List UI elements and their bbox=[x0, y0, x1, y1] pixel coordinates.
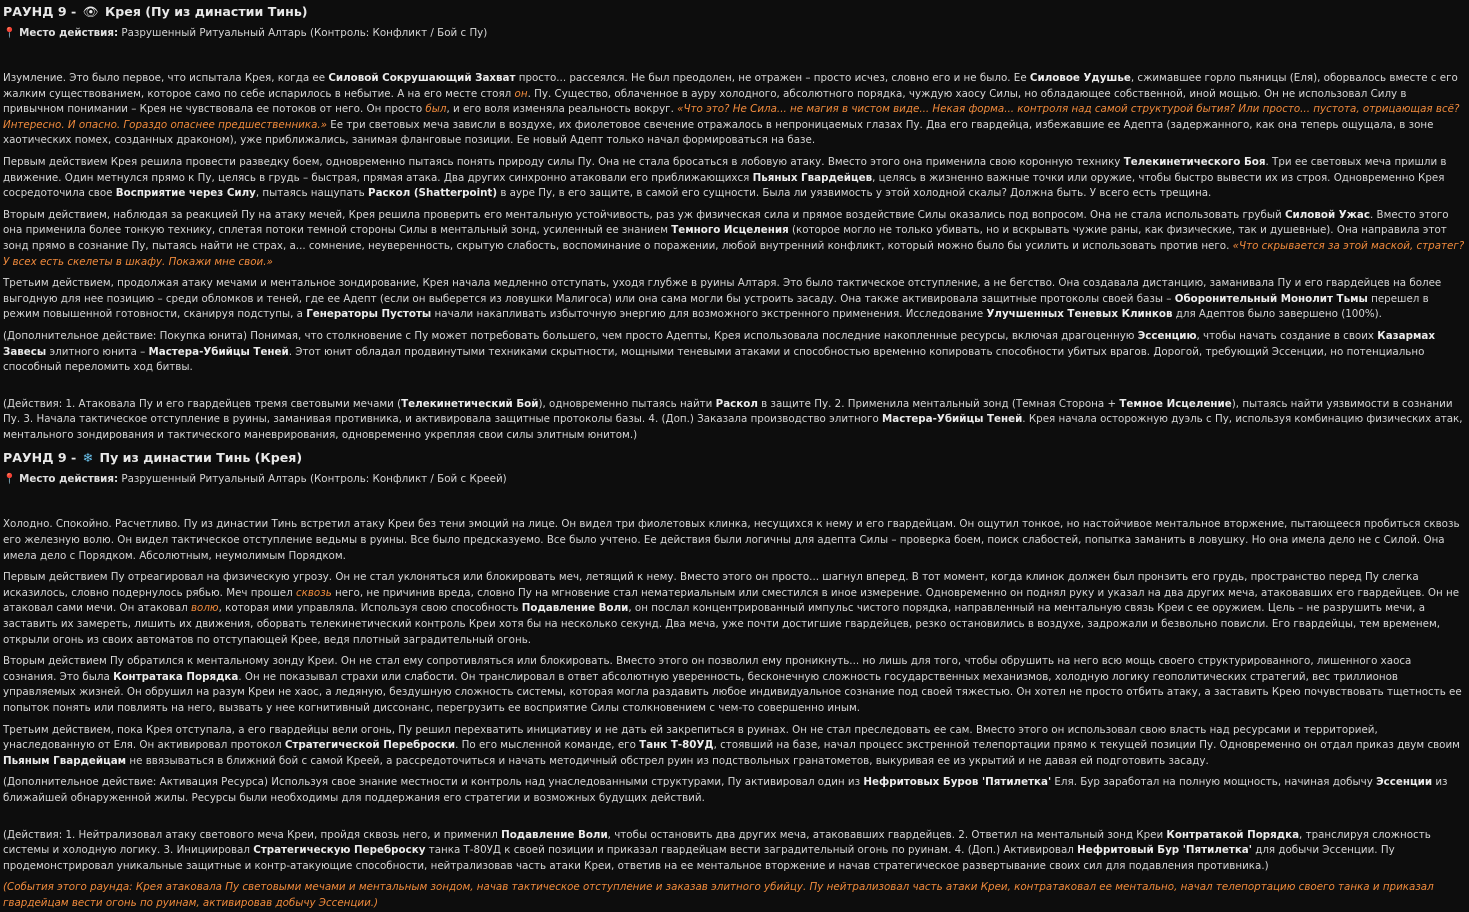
round-label: РАУНД 9 - bbox=[3, 450, 77, 466]
location-value: Разрушенный Ритуальный Алтарь (Контроль: Конфликт / Бой с Пу) bbox=[121, 27, 488, 39]
location-line bbox=[3, 471, 1465, 487]
pin-icon: 📍 bbox=[3, 473, 16, 486]
location-value: Разрушенный Ритуальный Алтарь (Контроль: Конфликт / Бой с Креей) bbox=[121, 473, 507, 486]
location-label: Место действия: bbox=[19, 473, 119, 486]
round-heading bbox=[3, 449, 1465, 467]
round-heading bbox=[3, 3, 1465, 21]
paragraph: Вторым действием, наблюдая за реакцией Пу на атаку мечей, Крея решила проверить его ментальную устойчивость, раз уж физическая сила и прямое воздействие Силы оказались под вопросом. Она не стала использовать грубый Силовой Ужас. Вместо этого она применила более тонкую технику, сплетая потоки темной стороны Силы в ментальный зонд, усиленный ее знанием Темного Исцеления (которое могло не только убивать, но и вскрывать чужие раны, как физические, так и душевные). Она направила этот зонд прямо в сознание Пу, пытаясь найти не страх, а... сомнение, неуверенность, скрытую слабость, воспоминание о поражении, любой внутренний конфликт, который можно было бы усилить и использовать против него. «Что скрывается за этой маской, стратег? У всех есть скелеты в шкафу. Покажи мне свои.» bbox=[3, 208, 1465, 268]
eye-icon: 👁 bbox=[82, 4, 99, 19]
paragraph: Третьим действием, продолжая атаку мечами и ментальное зондирование, Крея начала медленно отступать, уходя глубже в руины Алтаря. Это было тактическое отступление, а не бегство. Она создавала дистанцию, заманивала Пу и его гвардейцев на более выгодную для нее позицию – среди обломков и теней, где ее Адепт (если он выберется из ловушки Малигоса) или она сама могли бы устроить засаду. Она также активировала защитные протоколы своей базы – Оборонительный Монолит Тьмы перешел в режим повышенной готовности, сканируя подступы, а Генераторы Пустоты начали накапливать избыточную энергию для возможного экстренного применения. Исследование Улучшенных Теневых Клинков для Адептов было завершено (100%). bbox=[3, 277, 1442, 321]
paragraph: Первым действием Пу отреагировал на физическую угрозу. Он не стал уклоняться или блокировать меч, летящий к нему. Вместо этого он просто... шагнул вперед. В тот момент, когда клинок должен был пронзить его грудь, пространство перед Пу слегка исказилось, словно подернулось рябью. Меч прошел сквозь него, не причинив вреда, словно Пу на мгновение стал нематериальным или сместился в иное измерение. Одновременно он поднял руку и указал на два других меча, атаковавших его гвардейцев. Он не атаковал сами мечи. Он атаковал волю, которая ими управляла. Используя свою способность Подавление Воли, он послал концентрированный импульс чистого порядка, направленный на ментальную связь Креи с ее оружием. Цель – не разрушить мечи, а заставить их замереть, лишить их движения, оборвать телекинетический контроль Креи хотя бы на несколько секунд. Два меча, уже почти достигшие гвардейцев, резко остановились в воздухе, задрожали и безвольно повисли. Его гвардейцы, тем временем, открыли огонь из своих автоматов по отступающей Крее, ведя плотный заградительный огонь. bbox=[3, 571, 1460, 646]
paragraph: (Дополнительное действие: Активация Ресурса) Используя свое знание местности и контроль над унаследованными структурами, Пу активировал один из Нефритовых Буров 'Пятилетка' Еля. Бур заработал на полную мощность, начиная добычу Эссенции из ближайшей обнаруженной жилы. Ресурсы были необходимы для поддержания его стратегии и возможных будущих действий. bbox=[3, 776, 1448, 804]
round-label: РАУНД 9 - bbox=[3, 4, 77, 19]
snowflake-icon: ❄ bbox=[82, 450, 94, 466]
round-events-summary: (События этого раунда: Крея атаковала Пу световыми мечами и ментальным зондом, начав тактическое отступление и заказав элитного убийцу. Пу нейтрализовал часть атаки Креи, контратаковал ее ментально, начал телепортацию своего танка и приказал гвардейцам вести огонь по руинам, активировав добычу Эссенции.) bbox=[3, 881, 1434, 909]
paragraph: Изумление. Это было первое, что испытала Крея, когда ее Силовой Сокрушающий Захват просто... рассеялся. Не был преодолен, не отражен – просто исчез, словно его и не было. Ее Силовое Удушье, сжимавшее горло пьяницы (Еля), оборвалось вместе с его жалким существованием, которое само по себе испарилось в небытие. А на его месте стоял он. Пу. Существо, облаченное в ауру холодного, абсолютного порядка, чуждую хаосу Силы, но обладающее собственной, иной мощью. Он не использовал Силу в привычном понимании – Крея не чувствовала ее потоков от него. Он просто был, и его воля изменяла реальность вокруг. «Что это? Не Сила... не магия в чистом виде... Некая форма... контроля над самой структурой бытия? Или просто... пустота, отрицающая всё? Интересно. И опасно. Гораздо опаснее предшественника.» Ее три световых меча зависли в воздухе, их фиолетовое свечение отражалось в непроницаемых глазах Пу. Два его гвардейца, избежавшие ее Адепта (задержанного, как она теперь ощущала, в зоне хаотических помех, созданных драконом), уже приближались, занимая фланговые позиции. Ее новый Адепт только начал формироваться на базе. bbox=[3, 72, 1460, 147]
pin-icon: 📍 bbox=[3, 27, 16, 39]
actions-summary: (Действия: 1. Атаковала Пу и его гвардейцев тремя световыми мечами (Телекинетический Бой), одновременно пытаясь найти Раскол в защите Пу. 2. Применила ментальный зонд (Темная Сторона + Темное Исцеление), пытаясь найти уязвимости в сознании Пу. 3. Начала тактическое отступление в руины, заманивая противника, и активировала защитные протоколы базы. 4. (Доп.) Заказала производство элитного Мастера-Убийцы Теней. Крея начала осторожную дуэль с Пу, используя комбинацию физических атак, ментального зондирования и тактического маневрирования, одновременно укрепляя свои силы элитным юнитом.) bbox=[3, 397, 1463, 441]
character-name: Пу из династии Тинь (Крея) bbox=[99, 450, 303, 466]
paragraph: Холодно. Спокойно. Расчетливо. Пу из династии Тинь встретил атаку Креи без тени эмоций на лице. Он видел три фиолетовых клинка, несущихся к нему и его гвардейцам. Он ощутил тонкое, но настойчивое ментальное вторжение, пытающееся пробиться сквозь его железную волю. Он видел тактическое отступление ведьмы в руины. Все было предсказуемо. Все было учтено. Ее действия были логичны для адепта Силы – проверка боем, поиск слабостей, попытка заманить в ловушку. Но она имела дело не с Силой. Она имела дело с Порядком. Абсолютным, неумолимым Порядком. bbox=[3, 518, 1460, 562]
paragraph: Вторым действием Пу обратился к ментальному зонду Креи. Он не стал ему сопротивляться или блокировать. Вместо этого он позволил ему проникнуть... но лишь для того, чтобы обрушить на него всю мощь своего структурированного, лишенного хаоса сознания. Это была Контратака Порядка. Он не показывал страхи или слабости. Он транслировал в ответ абсолютную уверенность, бесконечную сложность государственных механизмов, холодную логику геополитических стратегий, вес триллионов управляемых жизней. Он обрушил на разум Креи не хаос, а ледяную, бездушную сложность системы, которая могла раздавить любое индивидуальное сознание под своей тяжестью. Он хотел не просто отбить атаку, а заставить Крею почувствовать тщетность ее попыток понять или повлиять на него, вызвать у нее когнитивный диссонанс, перегрузить ее восприятие Силы столкновением с чем-то совершенно иным. bbox=[3, 655, 1462, 714]
paragraph: Первым действием Крея решила провести разведку боем, одновременно пытаясь понять природу силы Пу. Она не стала бросаться в лобовую атаку. Вместо этого она применила свою коронную технику Телекинетического Боя. Три ее световых меча пришли в движение. Один метнулся прямо к Пу, целясь в грудь – быстрая, прямая атака. Два других синхронно атаковали его приближающихся Пьяных Гвардейцев, целясь в жизненно важные точки или оружие, чтобы быстро вывести их из строя. Одновременно Крея сосредоточила свое Восприятие через Силу, пытаясь нащупать Раскол (Shatterpoint) в ауре Пу, в его защите, в самой его сущности. Была ли уязвимость у этой холодной скалы? Должна быть. У всего есть трещина. bbox=[3, 155, 1447, 200]
actions-summary: (Действия: 1. Нейтрализовал атаку светового меча Креи, пройдя сквозь него, и применил Подавление Воли, чтобы остановить два других меча, атаковавших гвардейцев. 2. Ответил на ментальный зонд Креи Контратакой Порядка, транслируя сложность системы и холодную логику. 3. Инициировал Стратегическую Переброску танка Т-80УД к своей позиции и приказал гвардейцам вести заградительный огонь по руинам. 4. (Доп.) Активировал Нефритовый Бур 'Пятилетка' для добычи Эссенции. Пу продемонстрировал уникальные защитные и контр-атакующие способности, нейтрализовав часть атаки Креи, ответив на ее ментальное вторжение и начав стратегическое развертывание своих сил для подавления противника.) bbox=[3, 828, 1431, 872]
paragraph: Третьим действием, пока Крея отступала, а его гвардейцы вели огонь, Пу решил перехватить инициативу и не дать ей закрепиться в руинах. Он не стал преследовать ее сам. Вместо этого он использовал свою власть над ресурсами и территорией, унаследованную от Еля. Он активировал протокол Стратегической Переброски. По его мысленной команде, его Танк Т-80УД, стоявший на базе, начал процесс экстренной телепортации прямо к текущей позиции Пу. Одновременно он отдал приказ двум своим Пьяным Гвардейцам не ввязываться в ближний бой с самой Креей, а рассредоточиться и начать методичный обстрел руин из подствольных гранатометов, выкуривая ее из укрытий и не давая ей подготовить засаду. bbox=[3, 723, 1460, 767]
character-name: Крея (Пу из династии Тинь) bbox=[104, 4, 308, 19]
location-label: Место действия: bbox=[19, 27, 119, 39]
paragraph: (Дополнительное действие: Покупка юнита) Понимая, что столкновение с Пу может потребовать большего, чем просто Адепты, Крея использовала последние накопленные ресурсы, включая драгоценную Эссенцию, чтобы начать создание в своих Казармах Завесы элитного юнита – Мастера-Убийцы Теней. Этот юнит обладал продвинутыми техниками скрытности, мощными теневыми атаками и способностью временно копировать способности убитых врагов. Дорогой, требующий Эссенции, но потенциально способный переломить ход битвы. bbox=[3, 329, 1435, 374]
location-line bbox=[3, 25, 1465, 41]
